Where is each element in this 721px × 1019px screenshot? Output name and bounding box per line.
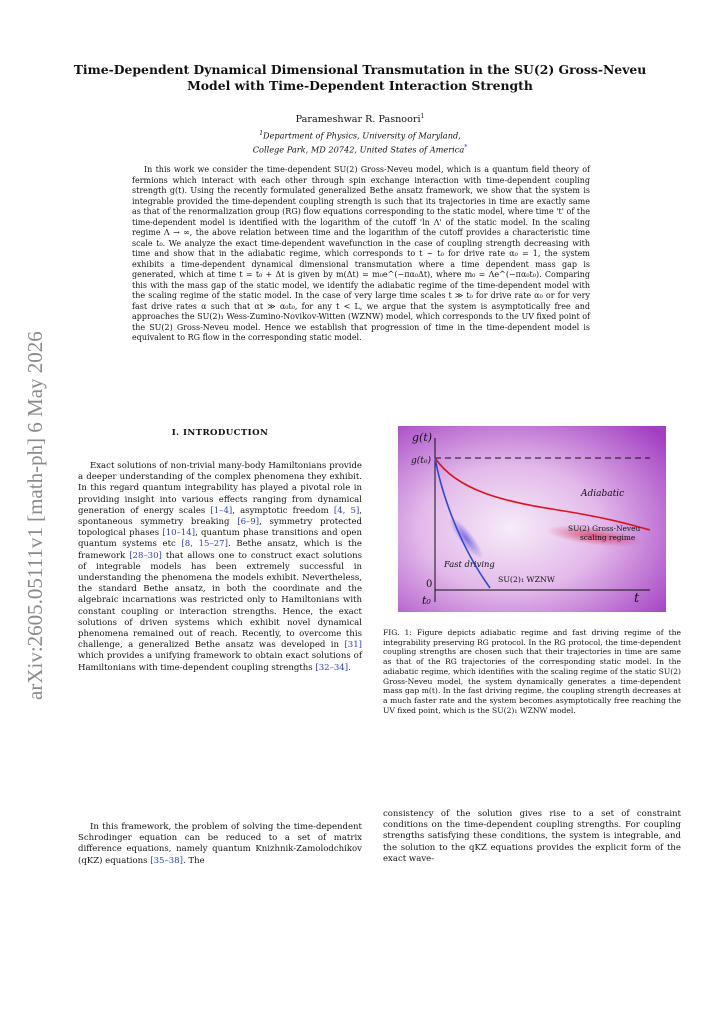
citation-link[interactable]: [4, 5] — [333, 505, 360, 516]
citation-link[interactable]: [32–34] — [315, 662, 349, 673]
intro-text: , symmetry protected topological phases — [78, 517, 362, 539]
intro-continuation: consistency of the solution gives rise to a set of constraint conditions on the time-dependent coupling strengths. For coupling strengths satisfying these conditions, the system is integrable, and the solution to the qKZ equations provides the explicit form of the exact wave- — [383, 809, 681, 864]
author-superscript: 1 — [420, 113, 425, 120]
affiliation-line-1: Department of Physics, University of Maryland, — [263, 130, 461, 141]
adiabatic-label: Adiabatic — [581, 489, 625, 499]
arxiv-id: arXiv:2605.05111v1 [math-ph] 6 May 2026 — [23, 331, 47, 700]
figure-background — [398, 426, 666, 612]
intro-text: which provides a unifying framework to obtain exact solutions of Hamiltonians with time-dependent coupling strengths — [78, 651, 362, 673]
intro-text: . Bethe ansatz, which is the framework — [78, 539, 362, 561]
author-name: Parameshwar R. Pasnoori — [295, 114, 421, 126]
author — [60, 113, 660, 125]
intro-text: . — [348, 662, 351, 673]
citation-link[interactable]: [28–30] — [129, 550, 162, 561]
fast-driving-label: Fast driving — [444, 559, 495, 569]
intro-text: . The — [182, 855, 205, 866]
abstract: In this work we consider the time-dependent SU(2) Gross-Neveu model, which is a quantum field theory of fermions which interact with each other through spin exchange interaction with time-dependent coupling strength g(t). Using the recently formulated generalized Bethe ansatz framework, we show that the system is integrable provided the time-dependent coupling strength is such that its trajectories in time are exactly same as that of the renormalization group (RG) flow equations corresponding to the static model, where time 't' of the time-dependent model is identified with the logarithm of the cutoff 'ln Λ' of the static model. In the scaling regime Λ → ∞, the above relation between time and the logarithm of the cutoff provides a characteristic time scale t₀. We analyze the exact time-dependent wavefunction in the case of coupling strength decreasing with time and show that in the adiabatic regime, which corresponds to t ∼ t₀ for drive rate α₀ = 1, the system exhibits a time-dependent dynamical dimensional transmutation where a time dependent mass gap is generated, which at time t = t₀ + Δt is given by m(Δt) = m₀e^(−πα₀Δt), where m₀ = Λe^(−πα₀t₀). Comparing this with the mass gap of the static model, we identify the adiabatic regime of the time-dependent model with the scaling regime of the static model. In the case of very large time scales t ≫ t₀ for drive rate α₀ or for very fast drive rates α such that αt ≫ α₀t₀, for any t < L, we argue that the system is asymptotically free and approaches the SU(2)₁ Wess-Zumino-Novikov-Witten (WZNW) model, which corresponds to the UV fixed point of the SU(2) Gross-Neveu model. Hence we establish that progression of time in the time-dependent model is equivalent to RG flow in the corresponding static model. — [132, 165, 590, 342]
figure-caption: FIG. 1: Figure depicts adiabatic regime and fast driving regime of the integrability preserving RG protocol. In the RG protocol, the time-dependent coupling strengths are chosen such that their trajectories in time are same as that of the RG trajectories of the corresponding static model. In the adiabatic regime, which identifies with the scaling regime of the static SU(2) Gross-Neveu model, the system dynamically generates a time-dependent mass gap m(t). In the fast driving regime, the coupling strength decreases at a much faster rate and the system becomes asymptotically free reaching the UV fixed point, which is the SU(2)₁ WZNW model. — [383, 628, 681, 715]
citation-link[interactable]: [8, 15–27] — [181, 539, 228, 550]
figure-svg — [398, 426, 666, 612]
intro-paragraph-1 — [78, 461, 362, 674]
intro-text: , quantum phase transitions and open quantum systems etc — [78, 528, 362, 550]
citation-link[interactable]: [10–14] — [162, 528, 196, 539]
origin-label: 0 — [426, 579, 433, 590]
intro-text: , spontaneous symmetry breaking — [78, 505, 362, 528]
title-line-1: Time-Dependent Dynamical Dimensional Transmutation in the SU(2) Gross-Neveu — [73, 62, 647, 77]
citation-link[interactable]: [31] — [344, 640, 362, 651]
affiliation-line-2: College Park, MD 20742, United States of America — [252, 144, 465, 155]
paper-title — [60, 62, 660, 94]
intro-paragraph-3 — [383, 809, 681, 865]
x-axis-label: t — [634, 591, 640, 606]
y-tick-label: g(t₀) — [411, 456, 432, 466]
intro-paragraph-2 — [78, 822, 362, 867]
intro-text: Exact solutions of non-trivial many-body Hamiltonians provide a deeper understanding of the complex phenomena they exhibit. In this regard quantum integrability has played a pivotal role in providing insight into various effects ranging from dynamical generation of energy scales — [78, 461, 362, 516]
x-tick-label: t₀ — [422, 594, 431, 607]
figure-1 — [398, 426, 666, 612]
y-axis-label: g(t) — [412, 431, 433, 444]
citation-link[interactable]: [35–38] — [150, 855, 183, 866]
citation-link[interactable]: [1–4] — [210, 505, 233, 516]
scaling-label-1: SU(2) Gross-Neveu — [568, 524, 641, 533]
arxiv-stamp — [14, 300, 54, 700]
email-footnote-link[interactable]: * — [464, 143, 468, 151]
section-heading: I. INTRODUCTION — [171, 428, 269, 438]
wznw-label: SU(2)₁ WZNW — [498, 575, 555, 584]
intro-text: that allows one to construct exact solutions of integrable models has been extremely successful in understanding the phenomena the models exhibit. Nevertheless, the standard Bethe ansatz, in both the coordinate and the algebraic incarnations was restricted only to Hamiltonians with constant coupling or interaction strengths. Hence, the exact solutions of driven systems which exhibit novel dynamical phenomena remained out of reach. Recently, to overcome this challenge, a generalized Bethe ansatz was developed in — [78, 550, 362, 651]
affiliation-superscript: 1 — [259, 130, 264, 137]
affiliation — [60, 128, 660, 155]
intro-text: , asymptotic freedom — [232, 505, 334, 516]
title-line-2: Model with Time-Dependent Interaction Strength — [187, 78, 533, 93]
intro-text: In this framework, the problem of solving the time-dependent Schrodinger equation can be reduced to a set of matrix difference equations, namely quantum Knizhnik-Zamolodchikov (qKZ) equations — [78, 822, 362, 866]
arxiv-stamp-svg — [14, 300, 54, 700]
citation-link[interactable]: [6–9] — [237, 517, 260, 528]
scaling-label-2: scaling regime — [580, 533, 636, 542]
